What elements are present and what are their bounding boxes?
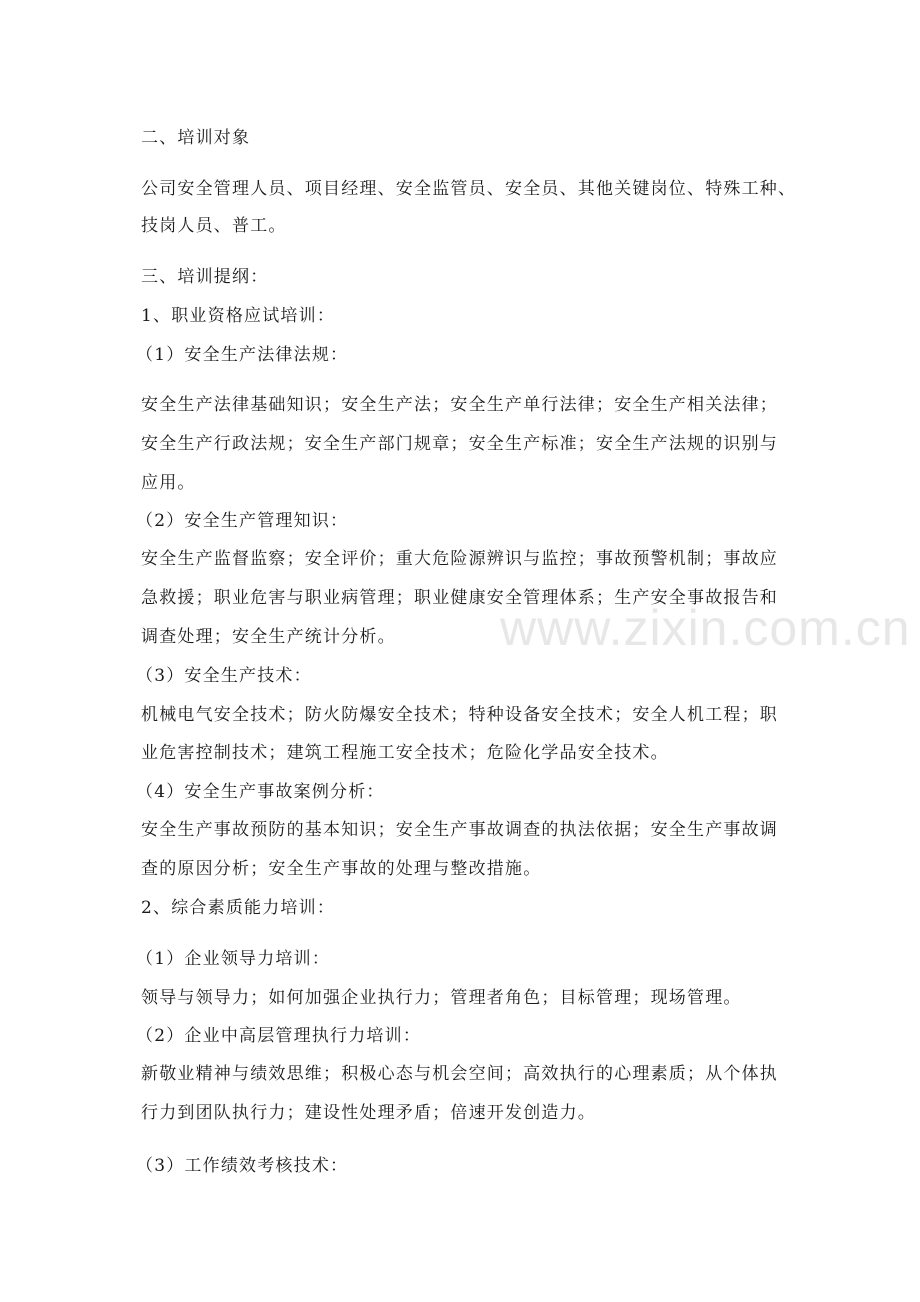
paragraph-line: 安全生产监督监察；安全评价；重大危险源辨识与监控；事故预警机制；事故应: [141, 549, 778, 569]
subsection-heading-qualification: 1、职业资格应试培训：: [141, 306, 336, 326]
paragraph-line: 安全生产法律基础知识；安全生产法；安全生产单行法律；安全生产相关法律；: [141, 395, 778, 415]
item-heading-leadership: （1）企业领导力培训：: [136, 949, 331, 969]
section-heading-training-outline: 三、培训提纲：: [141, 267, 269, 287]
paragraph-line: 查的原因分析；安全生产事故的处理与整改措施。: [141, 859, 542, 879]
watermark: www.zixin.com.cn: [500, 600, 911, 656]
paragraph-line: 急救援；职业危害与职业病管理；职业健康安全管理体系；生产安全事故报告和: [141, 588, 778, 608]
item-heading-laws: （1）安全生产法律法规：: [136, 345, 349, 365]
paragraph-line: 安全生产事故预防的基本知识；安全生产事故调查的执法依据；安全生产事故调: [141, 820, 778, 840]
paragraph-line: 业危害控制技术；建筑工程施工安全技术；危险化学品安全技术。: [141, 743, 669, 763]
subsection-heading-comprehensive: 2、综合素质能力培训：: [141, 898, 336, 918]
paragraph-line: 安全生产行政法规；安全生产部门规章；安全生产标准；安全生产法规的识别与: [141, 434, 778, 454]
paragraph-line: 行力到团队执行力；建设性处理矛盾；倍速开发创造力。: [141, 1103, 596, 1123]
item-heading-technology: （3）安全生产技术：: [136, 666, 312, 686]
paragraph-line: 新敬业精神与绩效思维；积极心态与机会空间；高效执行的心理素质；从个体执: [141, 1064, 778, 1084]
paragraph-line: 技岗人员、普工。: [141, 216, 287, 236]
item-heading-case-analysis: （4）安全生产事故案例分析：: [136, 782, 385, 802]
item-heading-execution: （2）企业中高层管理执行力培训：: [136, 1026, 422, 1046]
paragraph-line: 公司安全管理人员、项目经理、安全监管员、安全员、其他关键岗位、特殊工种、: [141, 179, 797, 199]
paragraph-line: 领导与领导力；如何加强企业执行力；管理者角色；目标管理；现场管理。: [141, 988, 742, 1008]
item-heading-management: （2）安全生产管理知识：: [136, 511, 349, 531]
item-heading-performance: （3）工作绩效考核技术：: [136, 1156, 349, 1176]
section-heading-training-targets: 二、培训对象: [141, 128, 251, 148]
paragraph-line: 应用。: [141, 473, 196, 493]
paragraph-line: 机械电气安全技术；防火防爆安全技术；特种设备安全技术；安全人机工程；职: [141, 705, 778, 725]
paragraph-line: 调查处理；安全生产统计分析。: [141, 627, 396, 647]
